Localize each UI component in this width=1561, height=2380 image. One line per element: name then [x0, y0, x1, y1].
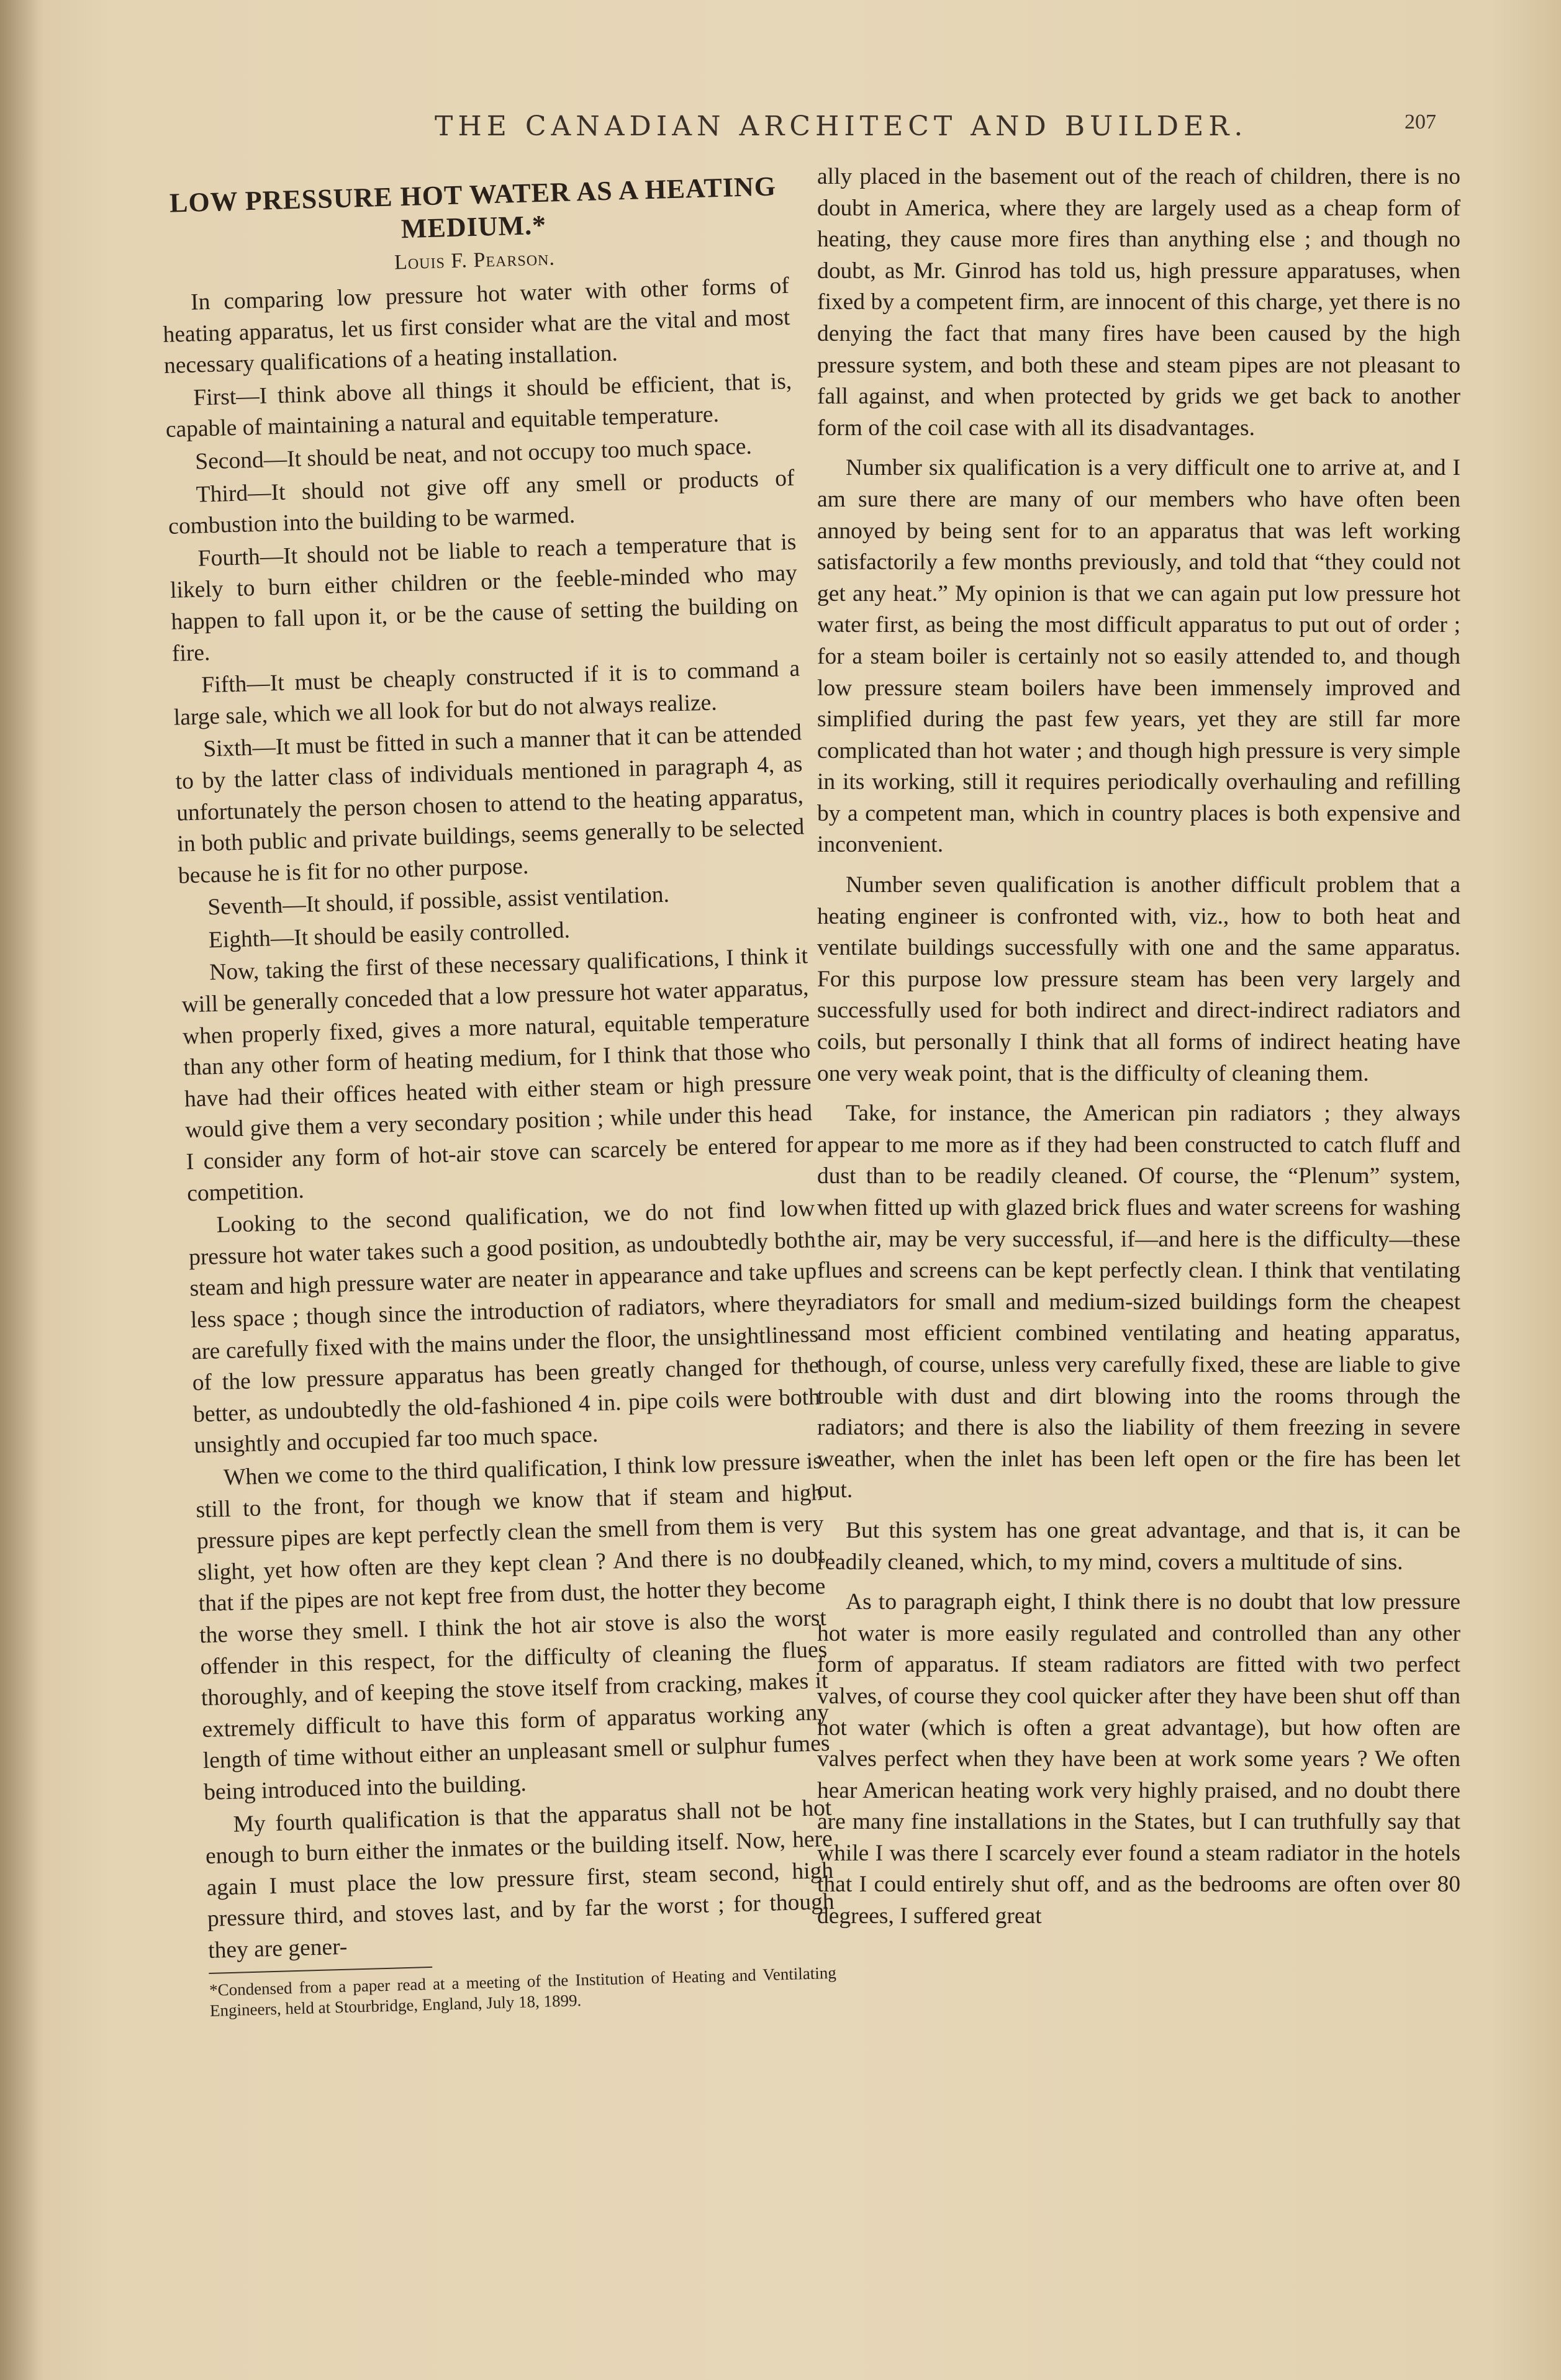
paragraph: First—I think above all things it should be efficient, that is, capable of maintaining a natural and equitable temperature.	[165, 368, 792, 443]
page-number: 207	[1405, 110, 1436, 133]
paragraph: Number seven qualification is another difficult problem that a heating engineer is confronted with, viz., how to both heat and ventilate buildings successfully with one and the same apparatus. For this purpose low pressure steam has been very largely and successfully used for both indirect and direct-indirect radiators and coils, but personally I think that all forms of indirect heating have one very weak point, that is the difficulty of cleaning them.	[817, 872, 1460, 1086]
paragraph: Eighth—It should be easily controlled.	[208, 917, 571, 953]
footnote: *Condensed from a paper read at a meeting of the Institution of Heating and Ventilating Engineers, held at Stourbridge, England, July 18, 1899.	[209, 1963, 837, 2021]
left-column	[158, 153, 837, 2022]
paragraph: Third—It should not give off any smell or products of combustion into the building to be warmed.	[168, 465, 795, 540]
paragraph: Fifth—It must be cheaply constructed if it is to command a large sale, which we all look for but do not always realize.	[173, 656, 800, 731]
article-title: LOW PRESSURE HOT WATER AS A HEATING MEDIUM.*	[169, 171, 777, 245]
running-head: THE CANADIAN ARCHITECT AND BUILDER.	[435, 110, 1248, 142]
paragraph: Take, for instance, the American pin radiators ; they always appear to me more as if they had been constructed to catch fluff and dust than to be readily cleaned. Of course, the “Plenum” system, when fitted up with glazed brick flues and water screens for washing the air, may be very successful, if—and here is the difficulty—these flues and screens can be kept perfectly clean. I think that ventilating radiators for small and medium-sized buildings form the cheapest and most efficient combined ventilating and heating apparatus, though, of course, unless very carefully fixed, these are liable to give trouble with dust and dirt blowing into the rooms through the radiators; and there is also the liability of them freezing in severe weather, when the inlet has been left open or the fire has been let out.	[817, 1101, 1460, 1503]
paragraph: But this system has one great advantage, and that is, it can be readily cleaned, which, to my mind, covers a multitude of sins.	[817, 1517, 1460, 1575]
paragraph: Second—It should be neat, and not occupy too much space.	[194, 433, 753, 475]
paragraph: As to paragraph eight, I think there is no doubt that low pressure hot water is more easily regulated and controlled than any other form of apparatus. If steam radiators are fitted with two perfect valves, of course they cool quicker after they have been shut off than hot water (which is often a great advantage), but how often are valves perfect when they have been at work some years ? We often hear American heating work very highly praised, and no doubt there are many fine installations in the States, but I can truthfully say that while I was there I scarcely ever found a steam radiator in the hotels that I could entirely shut off, and as the bedrooms are often over 80 degrees, I suffered great	[817, 1589, 1460, 1929]
footnote-rule	[209, 1967, 432, 1974]
right-column	[817, 161, 1460, 1932]
paragraph: Seventh—It should, if possible, assist ventilation.	[207, 881, 670, 921]
paragraph: ally placed in the basement out of the reach of children, there is no doubt in America, where they are largely used as a cheap form of heating, they cause more fires than anything else ; and though no doubt, as Mr. Ginrod has told us, high pressure apparatuses, when fixed by a competent firm, are innocent of this charge, yet there is no denying the fact that many fires have been caused by the high pressure system, and both these and steam pipes are not pleasant to fall against, and when protected by grids we get back to another form of the coil case with all its disadvantages.	[817, 164, 1460, 441]
paragraph: When we come to the third qualification, I think low pressure is still to the front, for though we know that if steam and high pressure pipes are kept perfectly clean the smell from them is very slight, yet how often are they kept clean ? And there is no doubt that if the pipes are not kept free from dust, the hotter they become the worse they smell. I think the hot air stove is also the worst offender in this respect, for the difficulty of cleaning the flues thoroughly, and of keeping the stove itself from cracking, makes it extremely difficult to have this form of apparatus working any length of time without either an unpleasant smell or sulphur fumes being introduced into the building.	[195, 1448, 830, 1805]
paragraph: In comparing low pressure hot water with other forms of heating apparatus, let us first consider what are the vital and most necessary qualifications of a heating installation.	[163, 273, 790, 379]
paragraph: Number six qualification is a very difficult one to arrive at, and I am sure there are many of our members who have often been annoyed by being sent for to an apparatus that was left working satisfactorily a few months previously, and told that “they could not get any heat.” My opinion is that we can again put low pressure hot water first, as being the most difficult apparatus to put out of order ; for a steam boiler is certainly not so easily attended to, and though low pressure steam boilers have been immensely improved and simplified during the past few years, yet they are still far more complicated than hot water ; and though high pressure is very simple in its working, still it requires periodically overhauling and refilling by a competent man, which in country places is both expensive and inconvenient.	[817, 455, 1460, 858]
gutter-shadow	[0, 0, 43, 2380]
paragraph: Fourth—It should not be liable to reach a temperature that is likely to burn either children or the feeble-minded who may happen to fall upon it, or be the cause of setting the building on fire.	[170, 529, 799, 667]
paragraph: My fourth qualification is that the apparatus shall not be hot enough to burn either the inmates or the building itself. Now, here again I must place the low pressure first, steam second, high pressure third, and stoves last, and by far the worst ; for though they are gener-	[205, 1795, 835, 1963]
paragraph: Sixth—It must be fitted in such a manner that it can be attended to by the latter class of individuals mentioned in paragraph 4, as unfortunately the person chosen to attend to the heating apparatus, in both public and private buildings, seems generally to be selected because he is fit for no other purpose.	[175, 719, 805, 889]
paragraph: Now, taking the first of these necessary qualifications, I think it will be generally conceded that a low pressure hot water apparatus, when properly fixed, gives a more natural, equitable temperature than any other form of heating medium, for I think that those who have had their offices heated with either steam or high pressure would give them a very secondary position ; while under this head I consider any form of hot-air stove can scarcely be entered for competition.	[181, 943, 814, 1207]
paragraph: Looking to the second qualification, we do not find low pressure hot water takes such a good position, as undoubtedly both steam and high pressure water are neater in appearance and take up less space ; though since the introduction of radiators, where they are carefully fixed with the mains under the floor, the unsightliness of the low pressure apparatus has been greatly changed for the better, as undoubtedly the old-fashioned 4 in. pipe coils were both unsightly and occupied far too much space.	[188, 1196, 821, 1459]
article-author: Louis F. Pearson.	[394, 246, 556, 274]
